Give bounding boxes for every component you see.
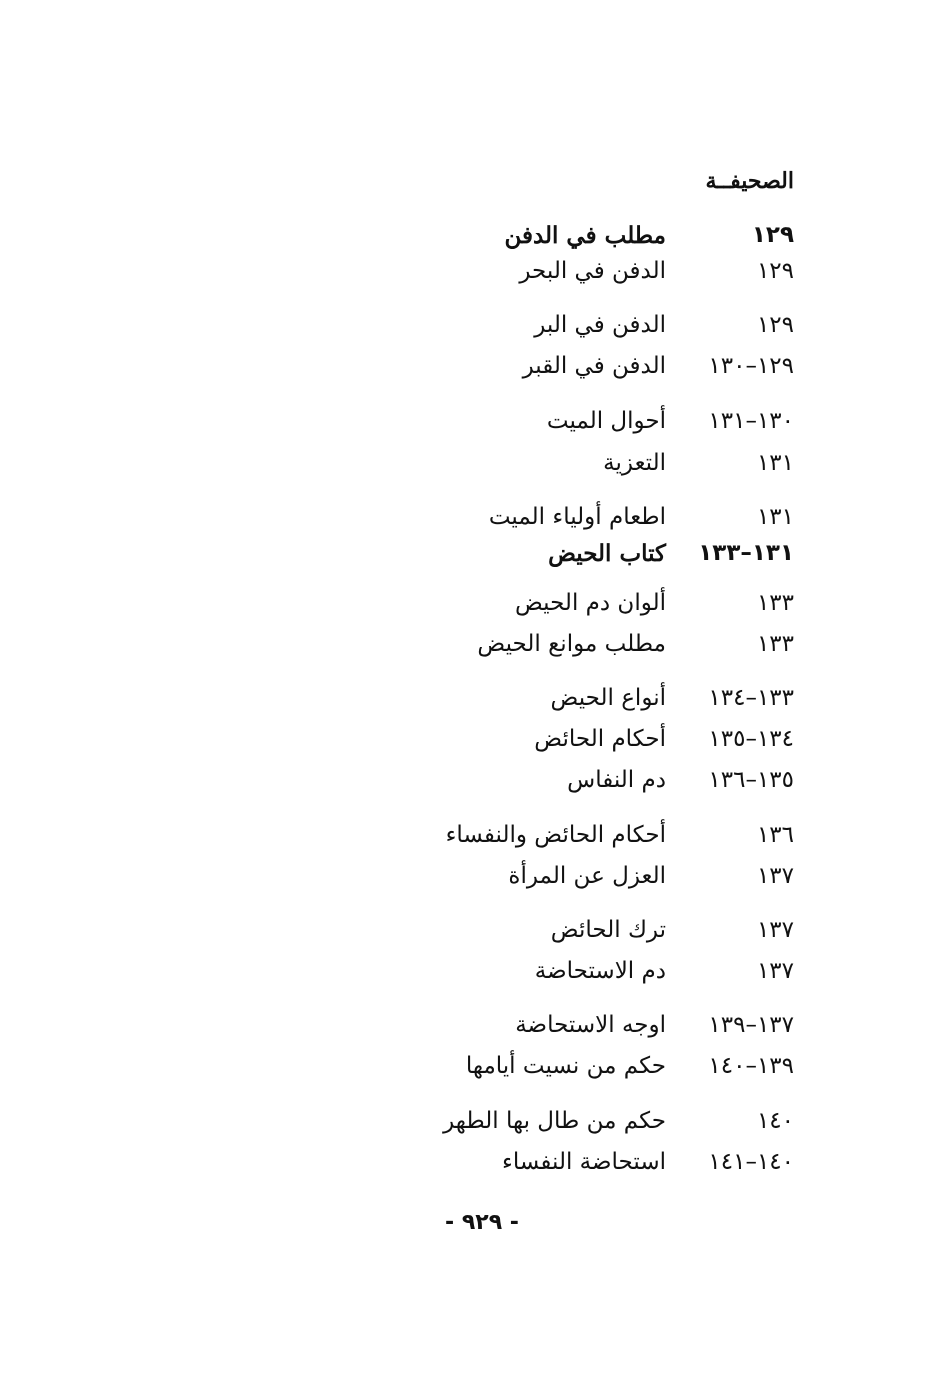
toc-entry <box>314 312 794 348</box>
toc-entry-title: حكم من طال بها الطهر <box>443 1108 666 1134</box>
toc-entry-page: ١٢٩–١٣٠ <box>708 353 794 379</box>
toc-entry-page: ١٣٣–١٣٤ <box>708 685 794 711</box>
page-column-header: الصحيفــة <box>705 168 794 194</box>
toc-entry-page: ١٣٠–١٣١ <box>708 408 794 434</box>
toc-entry <box>314 450 794 486</box>
toc-entry-page: ١٣٥–١٣٦ <box>708 767 794 793</box>
toc-entry-title: ترك الحائض <box>550 917 666 943</box>
toc-entry-title: كتاب الحيض <box>548 540 666 567</box>
toc-entry <box>314 353 794 389</box>
toc-entry <box>314 590 794 626</box>
toc-entry-page: ١٣٣ <box>756 590 794 616</box>
toc-entry-title: الدفن في البحر <box>519 258 666 284</box>
toc-entry <box>314 258 794 294</box>
toc-entry <box>314 863 794 899</box>
page-footer-number: - ٩٢٩ - <box>445 1210 519 1235</box>
toc-entry-title: الدفن في البر <box>534 312 666 338</box>
toc-entry <box>314 504 794 540</box>
toc-entry-page: ١٣٦ <box>756 822 794 848</box>
toc-entry <box>314 1012 794 1048</box>
toc-entry-page: ١٣٧ <box>756 863 794 889</box>
toc-entry-page: ١٣٧ <box>756 917 794 943</box>
toc-entry-title: حكم من نسيت أيامها <box>465 1053 666 1079</box>
toc-entry-page: ١٣٩–١٤٠ <box>708 1053 794 1079</box>
toc-entry-page: ١٣١ <box>756 504 794 530</box>
toc-entry-title: أحكام الحائض والنفساء <box>445 822 666 848</box>
toc-entry <box>314 1053 794 1089</box>
toc-entry-page: ١٣٧ <box>756 958 794 984</box>
toc-entry-page: ١٢٩ <box>756 258 794 284</box>
toc-entry <box>314 958 794 994</box>
toc-entry-title: اوجه الاستحاضة <box>515 1012 666 1038</box>
toc-entry-title: ألوان دم الحيض <box>514 590 666 616</box>
toc-entry <box>314 726 794 762</box>
toc-entry-page: ١٢٩ <box>756 312 794 338</box>
toc-entry <box>314 685 794 721</box>
toc-entry <box>314 917 794 953</box>
toc-entry <box>314 767 794 803</box>
toc-entry-title: دم النفاس <box>567 767 666 793</box>
toc-entry-title: مطلب موانع الحيض <box>477 631 666 657</box>
toc-entry-title: أحكام الحائض <box>534 726 666 752</box>
toc-entry <box>314 540 794 576</box>
toc-entry <box>314 1108 794 1144</box>
toc-entry-title: اطعام أولياء الميت <box>488 504 666 530</box>
toc-entry-title: الدفن في القبر <box>522 353 666 379</box>
toc-entry-page: ١٢٩ <box>751 222 794 248</box>
toc-entry-title: التعزية <box>603 450 666 476</box>
toc-entry <box>314 408 794 444</box>
toc-entry-title: العزل عن المرأة <box>508 863 666 889</box>
toc-entry-page: ١٣٧–١٣٩ <box>708 1012 794 1038</box>
toc-entry <box>314 222 794 258</box>
toc-entry-page: ١٤٠–١٤١ <box>708 1149 794 1175</box>
toc-entry-title: أنواع الحيض <box>550 685 666 711</box>
toc-entry-page: ١٤٠ <box>756 1108 794 1134</box>
toc-entry-page: ١٣٣ <box>756 631 794 657</box>
toc-entry-title: أحوال الميت <box>546 408 666 434</box>
toc-entry <box>314 631 794 667</box>
toc-entry-page: ١٣١–١٣٣ <box>698 540 794 566</box>
toc-entry-page: ١٣٤–١٣٥ <box>708 726 794 752</box>
toc-entry <box>314 822 794 858</box>
toc-entry-page: ١٣١ <box>756 450 794 476</box>
toc-entry-title: دم الاستحاضة <box>534 958 666 984</box>
toc-entry-title: استحاضة النفساء <box>502 1149 666 1175</box>
toc-entry <box>314 1149 794 1185</box>
toc-entry-title: مطلب في الدفن <box>504 222 666 249</box>
